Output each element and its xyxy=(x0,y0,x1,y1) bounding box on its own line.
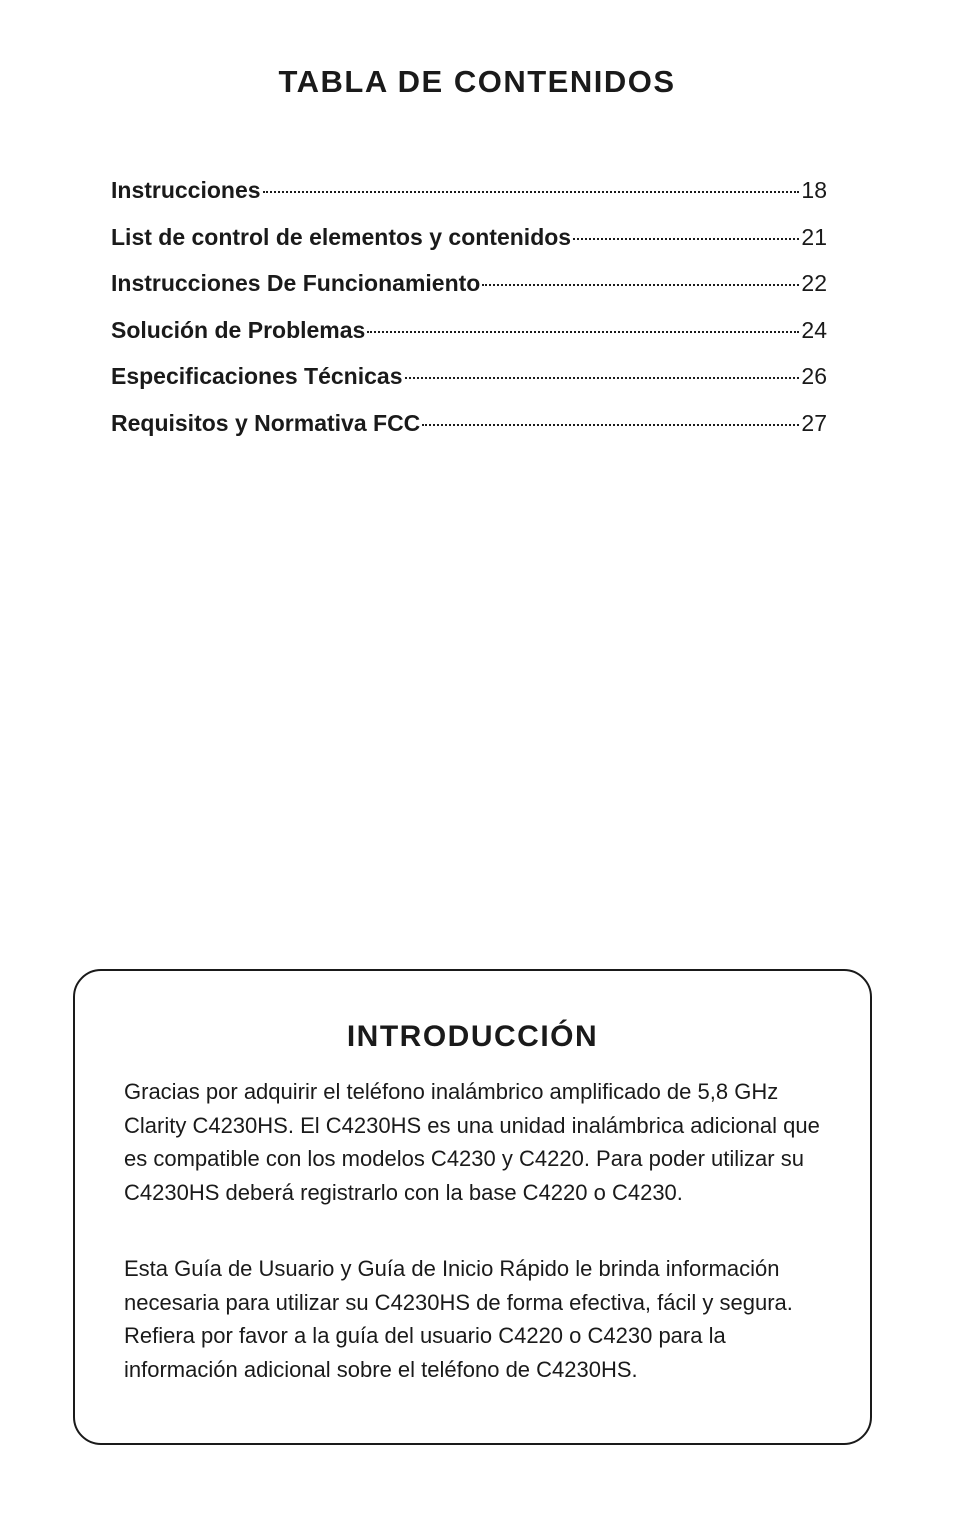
toc-entry-label: Especificaciones Técnicas xyxy=(111,363,403,389)
toc-entry-page: 18 xyxy=(801,177,827,203)
toc-entry-page: 21 xyxy=(801,223,827,250)
toc-entry[interactable] xyxy=(111,312,827,359)
toc-leader-dots xyxy=(405,377,800,379)
toc-entry-page: 26 xyxy=(801,363,827,389)
toc-entry[interactable] xyxy=(111,172,827,219)
toc-entry-label: Requisitos y Normativa FCC xyxy=(111,409,421,436)
toc-leader-dots xyxy=(573,238,799,240)
toc-entry-page: 24 xyxy=(801,316,827,343)
introduction-title: INTRODUCCIÓN xyxy=(346,1020,599,1053)
toc-entry-label: List de control de elementos y contenidos xyxy=(111,223,572,250)
toc-entry-page: 27 xyxy=(801,409,827,436)
toc-list xyxy=(111,172,827,451)
introduction-paragraph: Gracias por adquirir el teléfono inalámbrico amplificado de 5,8 GHz Clarity C4230HS. El C4230HS es una unidad inalámbrica adicional que es compatible con los modelos C4230 y C4220. Para poder utilizar su C4230HS deberá registrarlo con la base C4220 o C4230. xyxy=(124,1079,820,1205)
toc-entry[interactable] xyxy=(111,358,827,405)
toc-leader-dots xyxy=(422,424,799,426)
toc-entry[interactable] xyxy=(111,265,827,312)
toc-entry[interactable] xyxy=(111,405,827,452)
toc-entry-page: 22 xyxy=(801,270,827,296)
toc-entry-label: Instrucciones xyxy=(111,177,261,203)
toc-entry[interactable] xyxy=(111,219,827,266)
toc-title: TABLA DE CONTENIDOS xyxy=(278,64,676,99)
toc-leader-dots xyxy=(482,284,799,286)
toc-leader-dots xyxy=(367,331,799,333)
toc-leader-dots xyxy=(263,191,800,193)
toc-entry-label: Instrucciones De Funcionamiento xyxy=(111,270,481,296)
introduction-paragraph: Esta Guía de Usuario y Guía de Inicio Rápido le brinda información necesaria para utilizar su C4230HS de forma efectiva, fácil y segura. Refiera por favor a la guía del usuario C4220 o C4230 para la información adicional sobre el teléfono de C4230HS. xyxy=(124,1256,793,1382)
toc-entry-label: Solución de Problemas xyxy=(111,316,366,343)
